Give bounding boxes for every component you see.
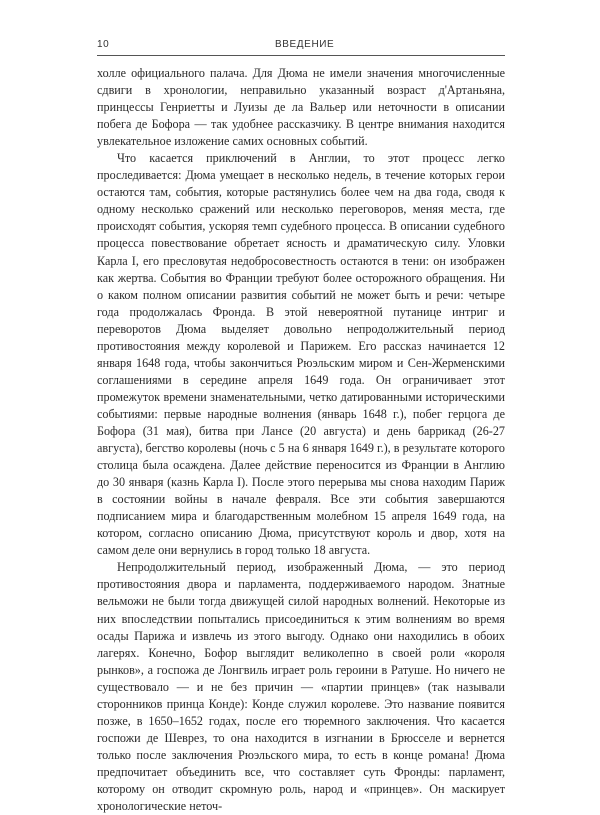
body-text bbox=[97, 65, 505, 815]
paragraph-court-and-parliament: Непродолжительный период, изображенный Дюма, — это период противостояния двора и парламента, поддерживаемого народом. Знатные вельможи не были тогда движущей силой народных волнений. Некоторые из них впоследствии попытались присоединиться к этим волнениям во время осады Парижа и извлечь из этого выгоду. Однако они находились в обоих лагерях. Конечно, Бофор выглядит великолепно в своей роли «короля рынков», а госпожа де Лонгвиль играет роль героини в Ратуше. Но ничего не существовало — и не без причин — «партии принцев» (так называли сторонников принца Конде): Конде служил королеве. Это название появится позже, в 1650–1652 годах, после его тюремного заключения. Что касается госпожи де Шеврез, то она находится в изгнании в Брюсселе и вернется только после заключения Рюэльского мира, то есть в конце романа! Дюма предпочитает объединить все, что составляет суть Фронды: парламент, которому он отводит скромную роль, народ и «принцев». Он маскирует хронологические неточ- bbox=[97, 560, 505, 814]
page-number: 10 bbox=[97, 39, 110, 50]
section-title: ВВЕДЕНИЕ bbox=[275, 39, 335, 50]
paragraph-continued: холле официального палача. Для Дюма не имели значения многочисленные сдвиги в хронологии, неправильно указанный возраст д'Артаньяна, принцессы Генриетты и Луизы де ла Вальер или неточности в описании побега де Бофора — так удобнее рассказчику. В центре внимания находится увлекательное изложение самих основных событий. bbox=[97, 66, 505, 149]
paragraph-england-and-fronde: Что касается приключений в Англии, то этот процесс легко проследивается: Дюма умещает в несколько недель, в течение которых герои остаются там, события, которые растянулись более чем на два года, сводя к одному несколько сражений или несколько переговоров, меняя места, где происходят события, ускоряя темп судебного процесса. В описании судебного процесса повествование обретает ясность и драматическую силу. Уловки Карла I, его пресловутая недобросовестность остаются в тени: он изображен как жертва. События во Франции требуют более осторожного обращения. Ни о каком полном описании развития событий не может быть и речи: четыре года продолжалась Фронда. В этой невероятной путанице интриг и переворотов Дюма выделяет довольно непродолжительный период противостояния между королевой и Парижем. Его рассказ начинается 12 января 1648 года, чтобы закончиться Рюэльским миром и Сен-Жерменскими соглашениями в середине апреля 1649 года. Он ограничивает этот промежуток времени знаменательными, четко датированными историческими событиями: первые народные волнения (январь 1648 г.), побег герцога де Бофора (31 мая), битва при Лансе (20 августа) и день баррикад (26-27 августа), бегство королевы (ночь с 5 на 6 января 1649 г.), в результате которого столица была осаждена. Далее действие переносится из Франции в Англию до 30 января (казнь Карла I). После этого перерыва мы снова находим Париж в состоянии войны в начале февраля. Все эти события завершаются подписанием мира и благодарственным молебном 15 апреля 1649 года, на котором, согласно описанию Дюма, присутствуют король и двор, хотя на самом деле они вернулись в город только 18 августа. bbox=[97, 151, 505, 558]
header-rule bbox=[97, 55, 505, 56]
running-head bbox=[97, 38, 505, 56]
